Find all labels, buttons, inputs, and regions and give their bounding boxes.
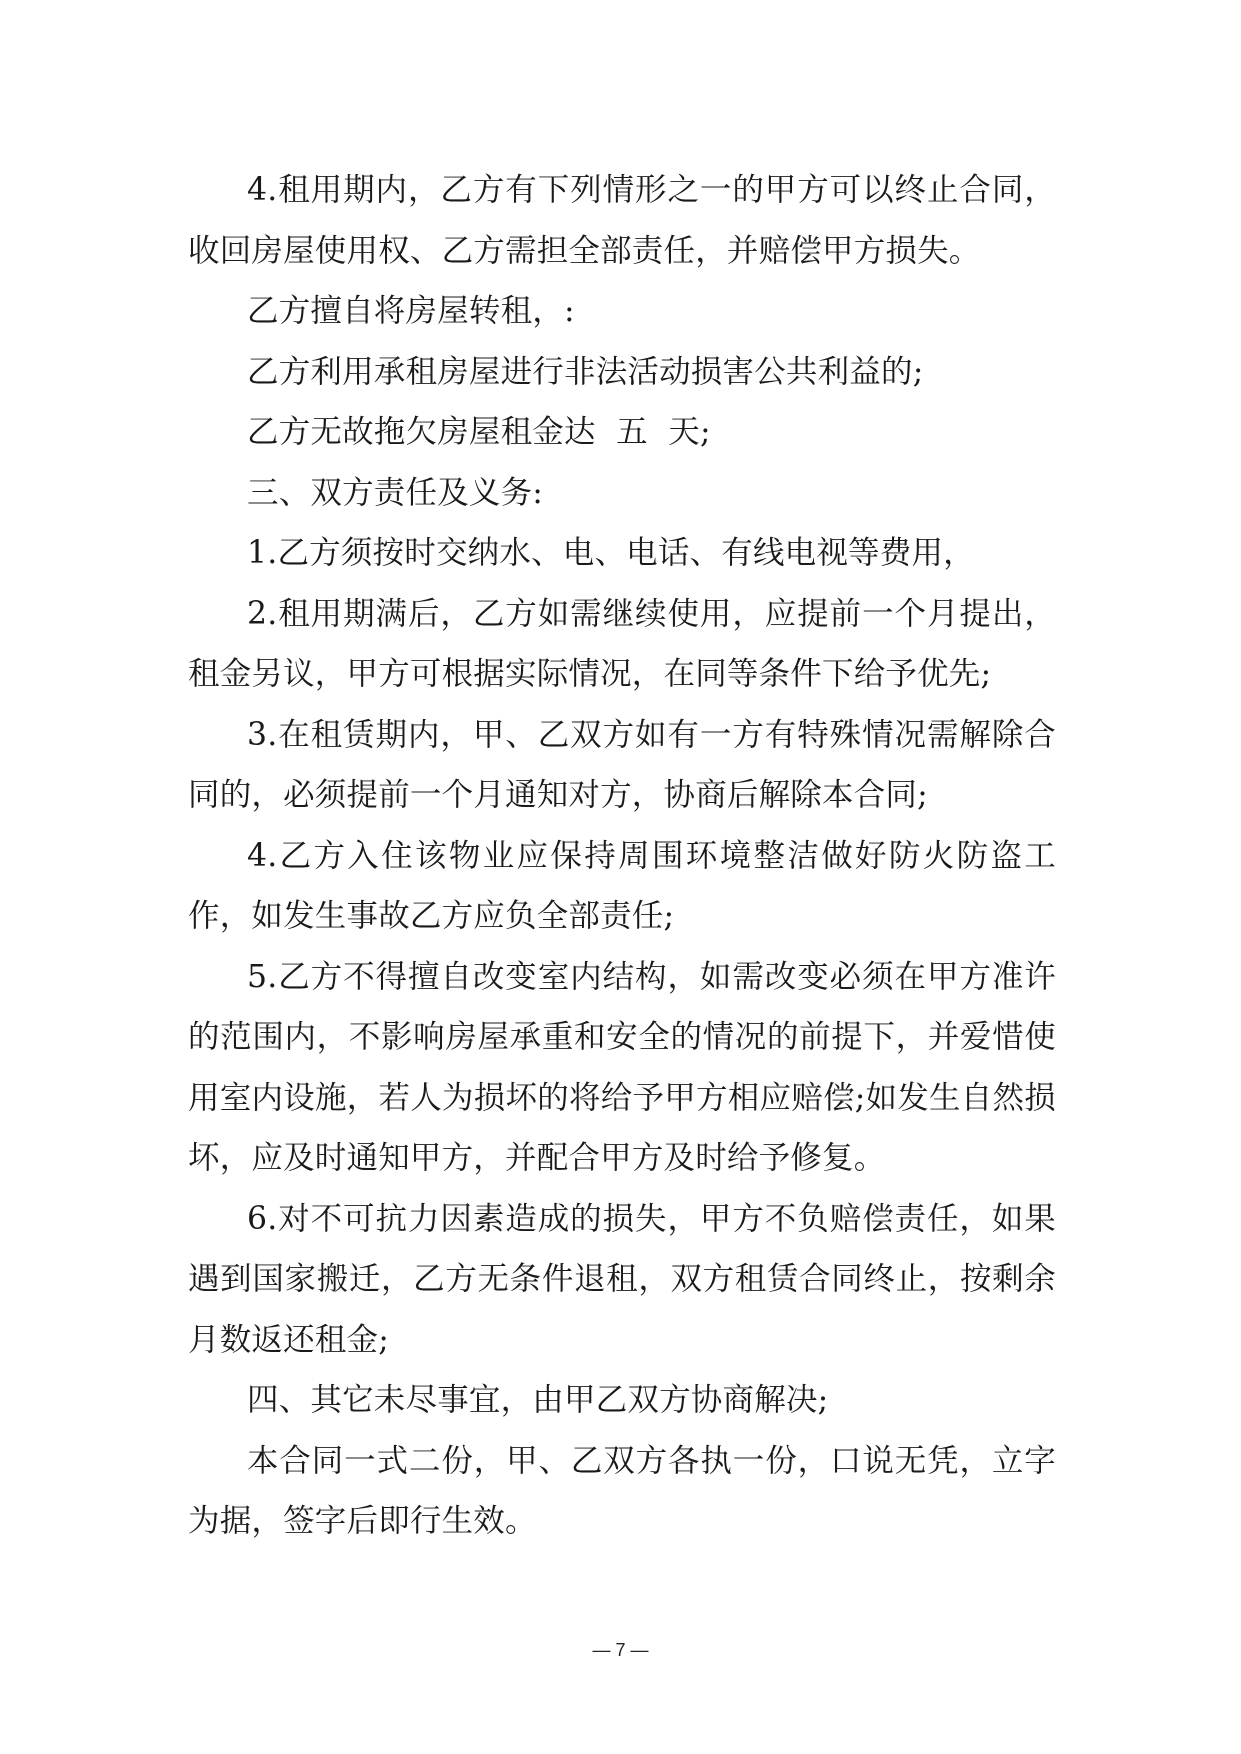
page-number: — 7 — [592,1640,649,1660]
paragraph-structure-changes: 5.乙方不得擅自改变室内结构，如需改变必须在甲方准许的范围内，不影响房屋承重和安全的情况的前提下，并爱惜使用室内设施，若人为损坏的将给予甲方相应赔偿;如发生自然损坏，应及时通知甲方，并配合甲方及时给予修复。 [188,958,1056,1176]
paragraph-utility-fees: 1.乙方须按时交纳水、电、电话、有线电视等费用， [247,535,975,571]
paragraph-force-majeure: 6.对不可抗力因素造成的损失，甲方不负赔偿责任，如果遇到国家搬迁，乙方无条件退租，双方租赁合同终止，按剩余月数返还租金; [188,1200,1056,1358]
paragraph-early-termination: 3.在租赁期内，甲、乙双方如有一方有特殊情况需解除合同的，必须提前一个月通知对方，协商后解除本合同; [188,716,1056,813]
paragraph-copies-effective: 本合同一式二份，甲、乙双方各执一份，口说无凭，立字为据，签字后即行生效。 [188,1442,1056,1539]
paragraph-sublet: 乙方擅自将房屋转租，: [247,293,575,329]
paragraph-fire-safety: 4.乙方入住该物业应保持周围环境整洁做好防火防盗工作，如发生事故乙方应负全部责任; [188,837,1056,934]
paragraph-termination-clause: 4.租用期内，乙方有下列情形之一的甲方可以终止合同，收回房屋使用权、乙方需担全部责任，并赔偿甲方损失。 [188,172,1056,269]
paragraph-rent-arrears: 乙方无故拖欠房屋租金达 五 天; [247,414,711,450]
section-heading-other-matters: 四、其它未尽事宜，由甲乙双方协商解决; [247,1382,829,1418]
paragraph-illegal-activity: 乙方利用承租房屋进行非法活动损害公共利益的; [247,353,924,390]
paragraph-renewal: 2.租用期满后，乙方如需继续使用，应提前一个月提出，租金另议，甲方可根据实际情况，在同等条件下给予优先; [188,595,1056,692]
contract-body [188,160,1056,1552]
section-heading-responsibilities: 三、双方责任及义务: [247,474,544,511]
